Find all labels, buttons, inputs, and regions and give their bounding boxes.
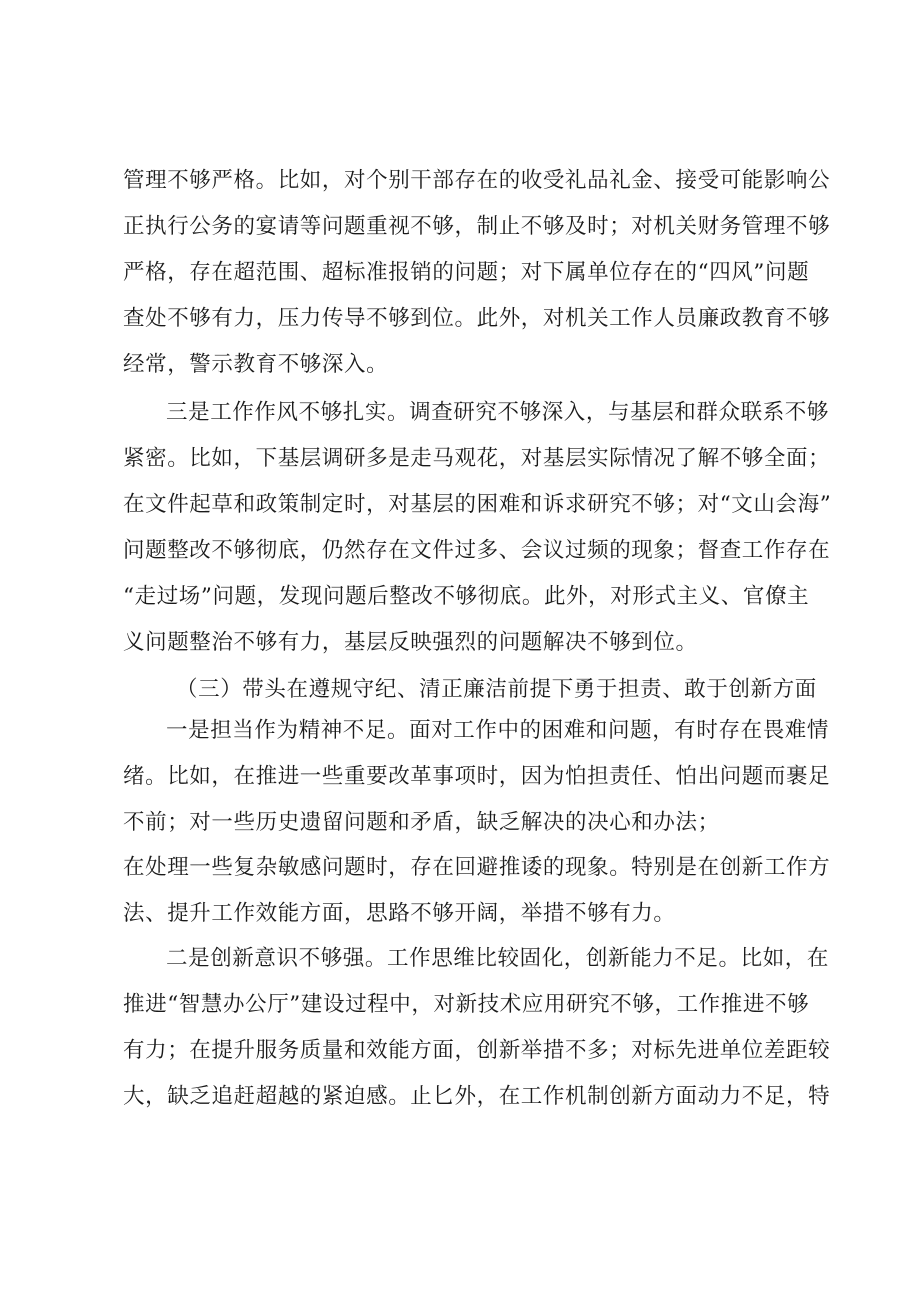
- text-line: 一是担当作为精神不足。面对工作中的困难和问题，有时存在畏难情: [166, 718, 830, 743]
- text-line: 有力；在提升服务质量和效能方面，创新举措不多；对标先进单位差距较: [123, 1038, 831, 1063]
- text-line: 严格，存在超范围、超标准报销的问题；对下属单位存在的“四风”问题: [123, 260, 810, 285]
- text-line: 经常，警示教育不够深入。: [123, 352, 389, 377]
- text-line: 在处理一些复杂敏感问题时，存在回避推诿的现象。特别是在创新工作方: [123, 855, 831, 880]
- section-heading: （三）带头在遵规守纪、清正廉洁前提下勇于担责、敢于创新方面: [176, 677, 817, 702]
- text-line: 三是工作作风不够扎实。调查研究不够深入，与基层和群众联系不够: [166, 400, 830, 425]
- text-line: 推进“智慧办公厅”建设过程中，对新技术应用研究不够，工作推进不够: [123, 992, 810, 1017]
- text-line: 二是创新意识不够强。工作思维比较固化，创新能力不足。比如，在: [166, 946, 830, 971]
- text-line: 紧密。比如，下基层调研多是走马观花，对基层实际情况了解不够全面；: [123, 446, 831, 471]
- text-line: 查处不够有力，压力传导不够到位。此外，对机关工作人员廉政教育不够: [123, 306, 831, 331]
- text-line: 正执行公务的宴请等问题重视不够，制止不够及时；对机关财务管理不够: [123, 214, 831, 239]
- text-line: 绪。比如，在推进一些重要改革事项时，因为怕担责任、怕出问题而裹足: [123, 764, 831, 789]
- text-line: “走过场”问题，发现问题后整改不够彻底。此外，对形式主义、官僚主: [123, 584, 810, 609]
- text-line: 义问题整治不够有力，基层反映强烈的问题解决不够到位。: [123, 630, 698, 655]
- text-line: 管理不够严格。比如，对个别干部存在的收受礼品礼金、接受可能影响公: [123, 168, 831, 193]
- text-line: 在文件起草和政策制定时，对基层的困难和诉求研究不够；对“文山会海”: [123, 492, 832, 517]
- text-line: 大，缺乏追赶超越的紧迫感。止匕外，在工作机制创新方面动力不足，特: [123, 1084, 831, 1109]
- text-line: 不前；对一些历史遗留问题和矛盾，缺乏解决的决心和办法；: [123, 810, 720, 835]
- text-line: 法、提升工作效能方面，思路不够开阔，举措不够有力。: [123, 901, 676, 926]
- text-line: 问题整改不够彻底，仍然存在文件过多、会议过频的现象；督查工作存在: [123, 538, 831, 563]
